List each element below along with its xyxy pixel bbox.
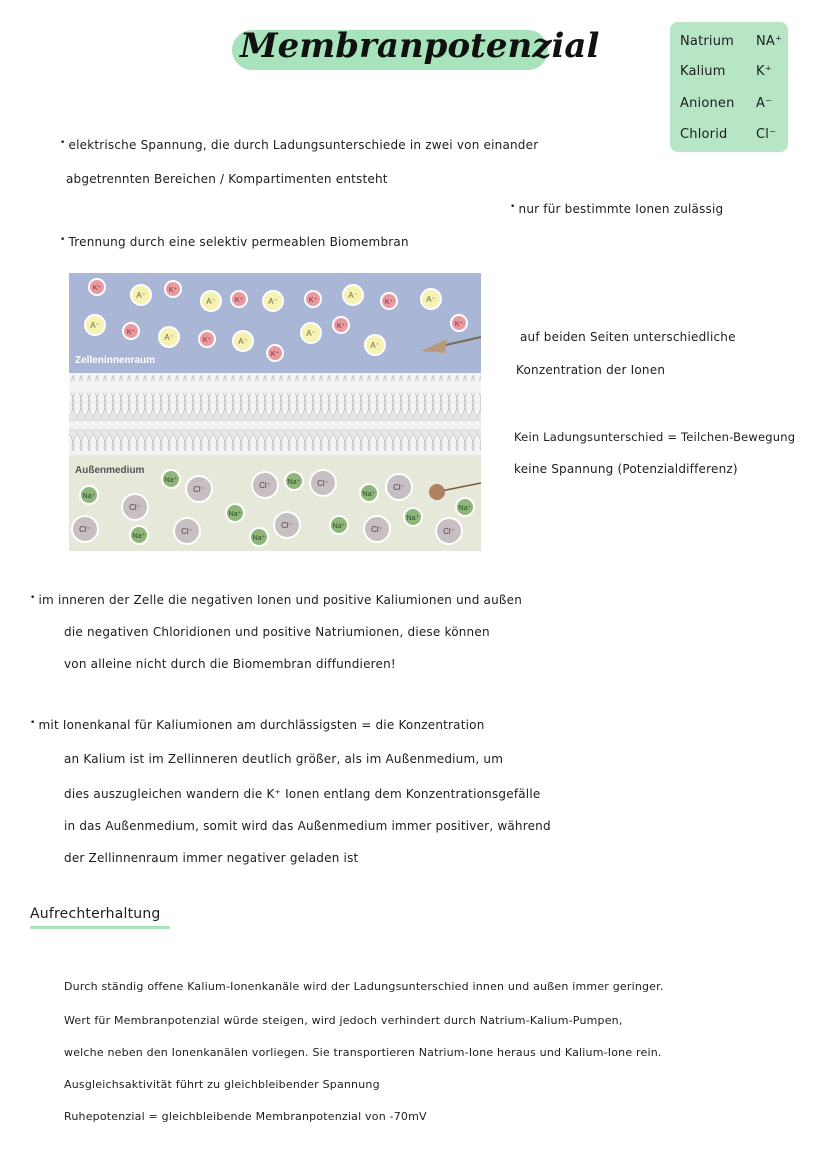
ion-k bbox=[381, 293, 397, 309]
ion-na bbox=[285, 472, 303, 490]
ion-k-label: K⁺ bbox=[454, 321, 464, 328]
ion-cl-label: Cl⁻ bbox=[259, 481, 271, 490]
ion-a bbox=[263, 291, 283, 311]
ion-cl-label: Cl⁻ bbox=[129, 503, 141, 512]
lipid-bilayer bbox=[69, 375, 481, 451]
ion-a bbox=[233, 331, 253, 351]
intro-line-2: abgetrennten Bereichen / Kompartimenten entsteht bbox=[66, 172, 388, 186]
pump-marker bbox=[429, 484, 445, 500]
ion-na-label: Na⁺ bbox=[406, 515, 420, 522]
ion-cl-label: Cl⁻ bbox=[443, 527, 455, 536]
ion-na bbox=[130, 526, 148, 544]
ion-na-label: Na⁺ bbox=[252, 535, 266, 542]
ion-a bbox=[159, 327, 179, 347]
legend-name: Chlorid bbox=[680, 127, 728, 142]
ion-k-label: K⁺ bbox=[202, 337, 212, 344]
intro-line-1: • elektrische Spannung, die durch Ladungsunterschiede in zwei von einander bbox=[60, 138, 538, 152]
ion-na bbox=[456, 498, 474, 516]
ion-a-label: A⁻ bbox=[90, 321, 100, 330]
ion-na-label: Na⁺ bbox=[332, 523, 346, 530]
ion-k-label: K⁺ bbox=[384, 299, 394, 306]
ion-k-label: K⁺ bbox=[336, 323, 346, 330]
ion-k bbox=[267, 345, 283, 361]
ion-na bbox=[226, 504, 244, 522]
label-outside: Außenmedium bbox=[75, 465, 145, 476]
ion-na-label: Na⁺ bbox=[458, 505, 472, 512]
ion-na bbox=[80, 486, 98, 504]
legend-row-kalium bbox=[680, 64, 772, 79]
ion-k bbox=[231, 291, 247, 307]
legend-symbol: K⁺ bbox=[756, 64, 772, 79]
ion-cl bbox=[274, 512, 300, 538]
section-heading: Aufrechterhaltung bbox=[30, 906, 161, 922]
ion-a bbox=[421, 289, 441, 309]
note-right-1: auf beiden Seiten unterschiedliche bbox=[520, 330, 736, 344]
label-inside: Zelleninnenraum bbox=[75, 355, 156, 366]
ion-k-label: K⁺ bbox=[270, 351, 280, 358]
para2-line-4: in das Außenmedium, somit wird das Außenmedium immer positiver, während bbox=[64, 819, 551, 833]
intro-side-note: • nur für bestimmte Ionen zulässig bbox=[510, 202, 723, 216]
ion-na-label: Na⁺ bbox=[132, 533, 146, 540]
ion-a-label: A⁻ bbox=[164, 333, 174, 342]
ion-cl bbox=[186, 476, 212, 502]
ion-a bbox=[131, 285, 151, 305]
ion-cl bbox=[72, 516, 98, 542]
ion-a bbox=[201, 291, 221, 311]
ion-na-label: Na⁺ bbox=[164, 477, 178, 484]
ion-legend bbox=[670, 22, 788, 152]
ion-k bbox=[199, 331, 215, 347]
legend-row-natrium bbox=[680, 34, 783, 49]
para1-line-1: • im inneren der Zelle die negativen Ionen und positive Kaliumionen und außen bbox=[30, 593, 522, 607]
legend-name: Kalium bbox=[680, 64, 726, 79]
ion-k bbox=[451, 315, 467, 331]
ion-na bbox=[360, 484, 378, 502]
ion-a-label: A⁻ bbox=[370, 341, 380, 350]
ion-cl-label: Cl⁻ bbox=[393, 483, 405, 492]
ion-k-label: K⁺ bbox=[308, 297, 318, 304]
ion-a-label: A⁻ bbox=[348, 291, 358, 300]
ion-a-label: A⁻ bbox=[426, 295, 436, 304]
ion-cl bbox=[364, 516, 390, 542]
ion-a-label: A⁻ bbox=[268, 297, 278, 306]
ion-cl-label: Cl⁻ bbox=[281, 521, 293, 530]
ion-k-label: K⁺ bbox=[234, 297, 244, 304]
ion-cl bbox=[252, 472, 278, 498]
heading-underline bbox=[30, 926, 170, 929]
ion-cl-label: Cl⁻ bbox=[193, 485, 205, 494]
ion-k bbox=[333, 317, 349, 333]
ion-k-label: K⁺ bbox=[92, 285, 102, 292]
ion-cl-label: Cl⁻ bbox=[79, 525, 91, 534]
ion-cl-label: Cl⁻ bbox=[371, 525, 383, 534]
ion-cl-label: Cl⁻ bbox=[181, 527, 193, 536]
ion-cl bbox=[122, 494, 148, 520]
note-right-4: keine Spannung (Potenzialdifferenz) bbox=[514, 462, 738, 476]
ion-a-label: A⁻ bbox=[136, 291, 146, 300]
section2-line-2: Wert für Membranpotenzial würde steigen, wird jedoch verhindert durch Natrium-Kalium-Pumpen, bbox=[64, 1014, 623, 1027]
ion-a-label: A⁻ bbox=[206, 297, 216, 306]
ion-a bbox=[301, 323, 321, 343]
legend-symbol: Cl⁻ bbox=[756, 127, 777, 142]
ion-k bbox=[165, 281, 181, 297]
ion-a-label: A⁻ bbox=[306, 329, 316, 338]
para1-line-2: die negativen Chloridionen und positive Natriumionen, diese können bbox=[64, 625, 490, 639]
ion-k bbox=[305, 291, 321, 307]
ion-a bbox=[365, 335, 385, 355]
ion-cl bbox=[436, 518, 462, 544]
legend-name: Anionen bbox=[680, 96, 735, 111]
ion-k-label: K⁺ bbox=[126, 329, 136, 336]
ion-cl-label: Cl⁻ bbox=[317, 479, 329, 488]
intro-separation: • Trennung durch eine selektiv permeablen Biomembran bbox=[60, 235, 409, 249]
ion-na bbox=[250, 528, 268, 546]
legend-symbol: NA⁺ bbox=[756, 34, 783, 49]
ion-na-label: Na⁺ bbox=[82, 493, 96, 500]
legend-row-anionen bbox=[680, 96, 773, 111]
ion-na-label: Na⁺ bbox=[228, 511, 242, 518]
section2-line-3: welche neben den Ionenkanälen vorliegen. Sie transportieren Natrium-Ione heraus und Kalium-Ione rein. bbox=[64, 1046, 662, 1059]
ion-na-label: Na⁺ bbox=[287, 479, 301, 486]
para2-line-2: an Kalium ist im Zellinneren deutlich größer, als im Außenmedium, um bbox=[64, 752, 504, 766]
para2-line-3: dies auszugleichen wandern die K⁺ Ionen entlang dem Konzentrationsgefälle bbox=[64, 787, 541, 801]
ion-k bbox=[123, 323, 139, 339]
membrane-diagram bbox=[69, 273, 481, 551]
page-title: Membranpotenzial bbox=[240, 26, 600, 66]
ion-na bbox=[330, 516, 348, 534]
membrane-svg bbox=[69, 273, 481, 551]
ion-a-label: A⁻ bbox=[238, 337, 248, 346]
ion-cl bbox=[174, 518, 200, 544]
para2-line-1: • mit Ionenkanal für Kaliumionen am durchlässigsten = die Konzentration bbox=[30, 718, 485, 732]
legend-row-chlorid bbox=[680, 127, 777, 142]
ion-a bbox=[343, 285, 363, 305]
ion-na bbox=[404, 508, 422, 526]
section2-line-1: Durch ständig offene Kalium-Ionenkanäle wird der Ladungsunterschied innen und außen immer geringer. bbox=[64, 980, 664, 993]
ion-k-label: K⁺ bbox=[168, 287, 178, 294]
ion-cl bbox=[386, 474, 412, 500]
note-right-3: Kein Ladungsunterschied = Teilchen-Bewegung bbox=[514, 430, 796, 444]
legend-name: Natrium bbox=[680, 34, 735, 49]
ion-cl bbox=[310, 470, 336, 496]
note-right-2: Konzentration der Ionen bbox=[516, 363, 666, 377]
para2-line-5: der Zellinnenraum immer negativer geladen ist bbox=[64, 851, 359, 865]
ion-na-label: Na⁺ bbox=[362, 491, 376, 498]
para1-line-3: von alleine nicht durch die Biomembran diffundieren! bbox=[64, 657, 396, 671]
ion-k bbox=[89, 279, 105, 295]
ion-na bbox=[162, 470, 180, 488]
ion-a bbox=[85, 315, 105, 335]
section2-line-4: Ausgleichsaktivität führt zu gleichbleibender Spannung bbox=[64, 1078, 380, 1091]
section2-line-5: Ruhepotenzial = gleichbleibende Membranpotenzial von -70mV bbox=[64, 1110, 427, 1123]
legend-symbol: A⁻ bbox=[756, 96, 773, 111]
